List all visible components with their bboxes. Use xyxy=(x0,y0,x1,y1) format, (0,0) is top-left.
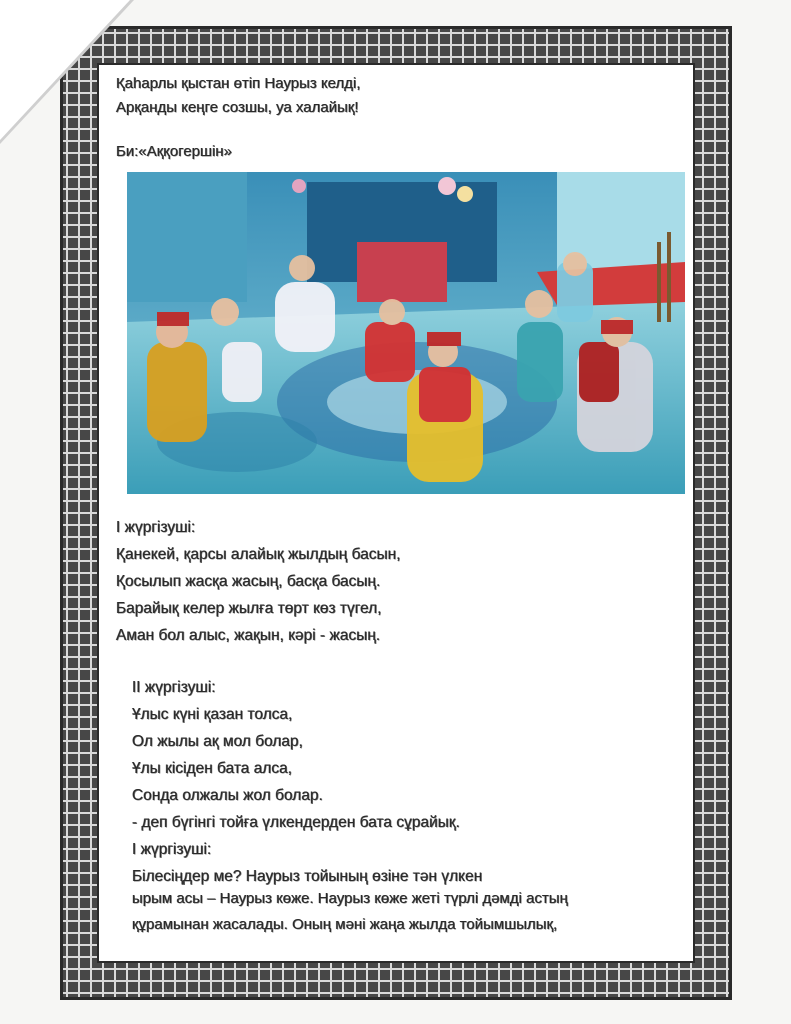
verse-line: Білесіңдер ме? Наурыз тойының өзіне тән үлкен xyxy=(132,868,483,885)
verse-line: Ұлыс күні қазан толса, xyxy=(132,706,293,723)
verse-line: Қаһарлы қыстан өтіп Наурыз келді, xyxy=(116,75,361,92)
verse-line: Ол жылы ақ мол болар, xyxy=(132,733,303,750)
verse-line: Қанекей, қарсы алайық жылдың басын, xyxy=(116,546,401,563)
opening-verse xyxy=(116,72,361,120)
host-2-section xyxy=(132,674,482,890)
closing-paragraph xyxy=(132,886,568,938)
verse-line: - деп бүгінгі тойға үлкендерден бата сұрайық. xyxy=(132,814,460,831)
verse-line: Ұлы кісіден бата алса, xyxy=(132,760,293,777)
celebration-photo xyxy=(127,172,685,494)
verse-line: Арқанды кеңге созшы, уа халайық! xyxy=(116,99,359,116)
verse-line: Қосылып жасқа жасың, басқа басың. xyxy=(116,573,381,590)
verse-line: Сонда олжалы жол болар. xyxy=(132,787,323,804)
verse-line: Барайық келер жылға төрт көз түгел, xyxy=(116,600,382,617)
host-1-section xyxy=(116,514,401,649)
dance-title: Би:«Аққогершін» xyxy=(116,143,233,160)
celebration-photo-drawing xyxy=(127,172,685,494)
paragraph-line: ырым асы – Наурыз көже. Наурыз көже жеті түрлі дәмді астың xyxy=(132,890,568,907)
host-label: І жүргізуші: xyxy=(132,841,212,858)
host-label: І жүргізуші: xyxy=(116,519,196,536)
verse-line: Аман бол алыс, жақын, кәрі - жасың. xyxy=(116,627,381,644)
paragraph-line: құрамынан жасалады. Оның мәні жаңа жылда тойымшылық, xyxy=(132,916,558,933)
host-label: ІІ жүргізуші: xyxy=(132,679,216,696)
